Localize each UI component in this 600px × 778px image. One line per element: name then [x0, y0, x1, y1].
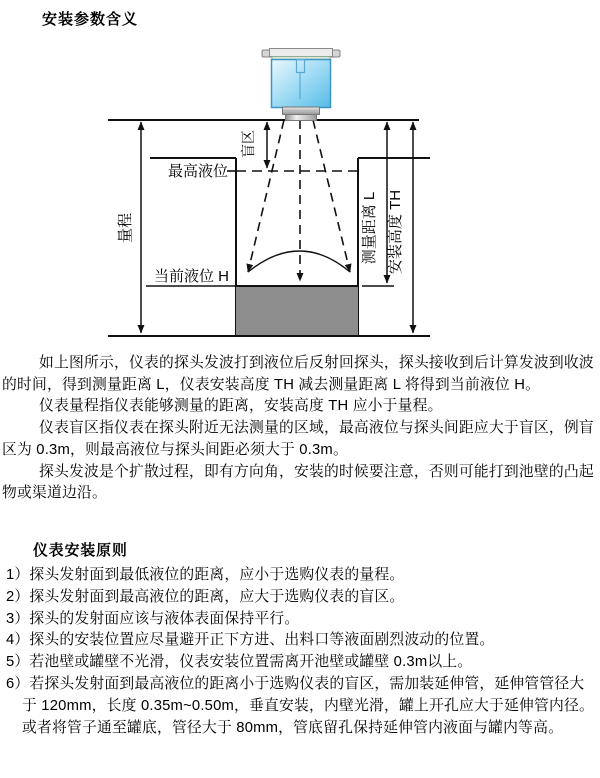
principle-item-4: 4）探头的安装位置应尽量避开正下方进、出料口等液面剧烈波动的位置。 — [6, 632, 495, 649]
paragraph-range: 仪表量程指仪表能够测量的距离，安装高度 TH 应小于量程。 — [39, 398, 443, 415]
principle-item-6: 6）若探头发射面到最高液位的距离小于选购仪表的盲区，需加装延伸管，延伸管管径大于 120mm，长度 0.35m~0.50m，垂直安装，内壁光滑，罐上开孔应大于延伸管内径。或者将管子通至罐底，管径大于 80mm，管底留孔保持延伸管内液面与罐内等高。 — [6, 675, 594, 736]
sensor-device — [262, 49, 340, 121]
install-height-label: 安装高度 TH — [387, 189, 404, 275]
blind-zone-label: 盲区 — [240, 130, 256, 158]
principle-item-5: 5）若池壁或罐壁不光滑，仪表安装位置需离开池壁或罐壁 0.3m以上。 — [6, 654, 473, 671]
principles-heading: 仪表安装原则 — [33, 542, 128, 559]
wavefront-arc — [248, 251, 350, 272]
principle-item-1: 1）探头发射面到最低液位的距离，应小于选购仪表的量程。 — [6, 566, 405, 583]
paragraph-measuring-principle: 如上图所示，仪表的探头发波打到液位后反射回探头，探头接收到后计算发波到收波的时间，得到测量距离 L，仪表安装高度 TH 减去测量距离 L 将得到当前液位 H。 — [2, 355, 594, 393]
paragraph-blind-zone: 仪表盲区指仪表在探头附近无法测量的区域，最高液位与探头间距应大于盲区，例盲区为 0.3m，则最高液位与探头间距必须大于 0.3m。 — [2, 420, 594, 458]
sensor-transducer — [286, 115, 317, 121]
current-level-label: 当前液位 H — [153, 268, 229, 285]
max-level-label: 最高液位 — [167, 163, 228, 180]
principles-list — [0, 565, 600, 739]
page-title: 安装参数含义 — [42, 11, 139, 28]
range-label: 量程 — [117, 212, 134, 244]
principle-item-3: 3）探头的发射面应该与液体表面保持平行。 — [6, 610, 300, 627]
diagram-labels — [117, 130, 404, 285]
liquid-fill — [236, 286, 358, 335]
measure-distance-label: 测量距离 L — [361, 191, 378, 265]
principle-item-2: 2）探头发射面到最高液位的距离，应大于选购仪表的盲区。 — [6, 588, 405, 605]
beam-right-ray — [313, 120, 350, 272]
description-paragraphs — [0, 353, 600, 505]
installation-diagram — [0, 41, 600, 348]
paragraph-beam-spread: 探头发波是个扩散过程，即有方向角，安装的时候要注意，否则可能打到池壁的凸起物或渠道边沿。 — [2, 463, 594, 502]
liquid-rect — [236, 286, 358, 335]
diagram-svg — [0, 41, 600, 343]
beam-cone — [248, 120, 350, 281]
sensor-body — [272, 60, 331, 108]
sensor-flange — [270, 49, 333, 57]
